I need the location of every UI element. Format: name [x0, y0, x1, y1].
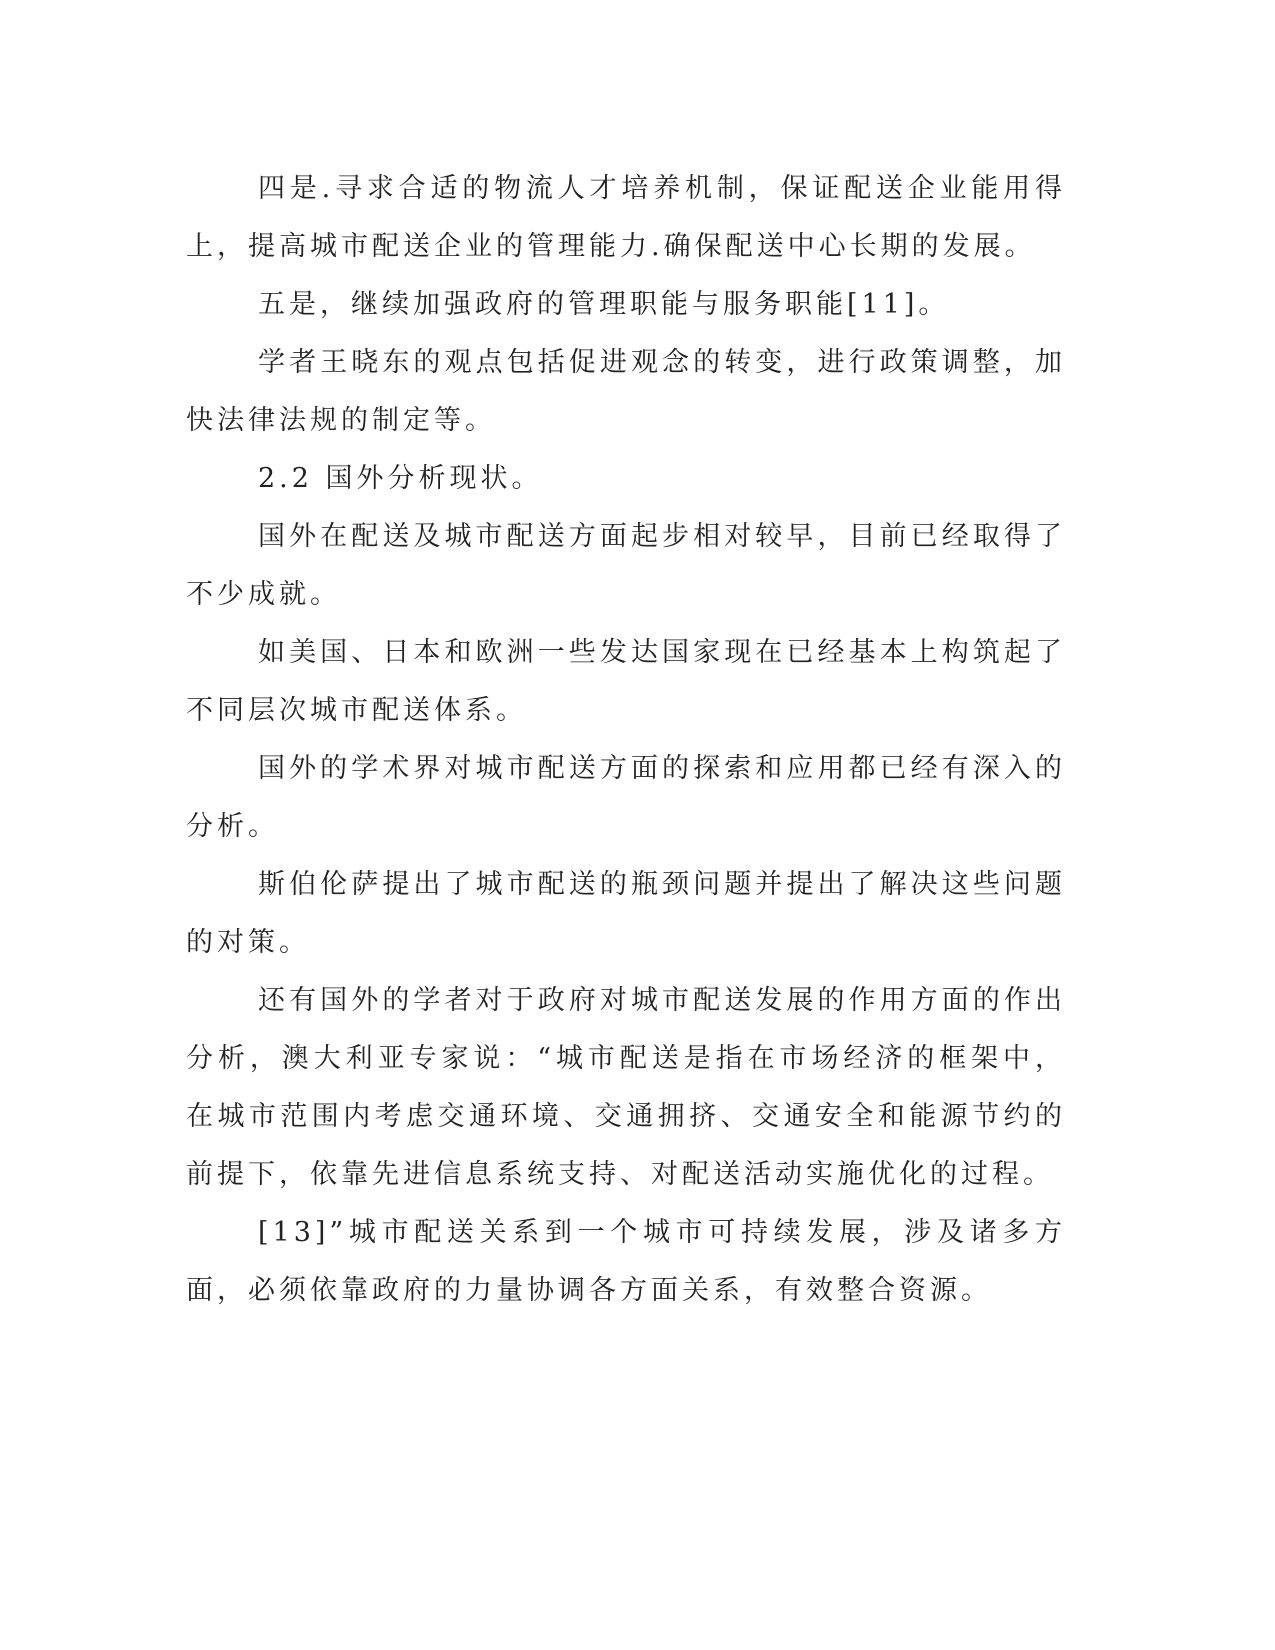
section-heading-2-2: 2.2 国外分析现状。	[258, 463, 543, 494]
paragraph-sustainable-development: [13]”城市配送关系到一个城市可持续发展，涉及诸多方面，必须依靠政府的力量协调各方面关系，有效整合资源。	[186, 1217, 1066, 1306]
paragraph-early-start: 国外在配送及城市配送方面起步相对较早，目前已经取得了不少成就。	[186, 521, 1066, 610]
paragraph-bottleneck: 斯伯伦萨提出了城市配送的瓶颈问题并提出了解决这些问题的对策。	[186, 869, 1066, 958]
body-text	[186, 160, 1066, 1320]
paragraph-wang-xiaodong: 学者王晓东的观点包括促进观念的转变，进行政策调整，加快法律法规的制定等。	[186, 347, 1066, 436]
paragraph-government-functions: 五是，继续加强政府的管理职能与服务职能[11]。	[258, 289, 950, 320]
paragraph-developed-countries: 如美国、日本和欧洲一些发达国家现在已经基本上构筑起了不同层次城市配送体系。	[186, 637, 1066, 726]
paragraph-academic-research: 国外的学术界对城市配送方面的探索和应用都已经有深入的分析。	[186, 753, 1066, 842]
paragraph-australian-definition: 还有国外的学者对于政府对城市配送发展的作用方面的作出分析，澳大利亚专家说：“城市配送是指在市场经济的框架中，在城市范围内考虑交通环境、交通拥挤、交通安全和能源节约的前提下，依靠先进信息系统支持、对配送活动实施优化的过程。	[186, 985, 1066, 1190]
paragraph-talent-training: 四是.寻求合适的物流人才培养机制，保证配送企业能用得上，提高城市配送企业的管理能力.确保配送中心长期的发展。	[186, 173, 1066, 262]
